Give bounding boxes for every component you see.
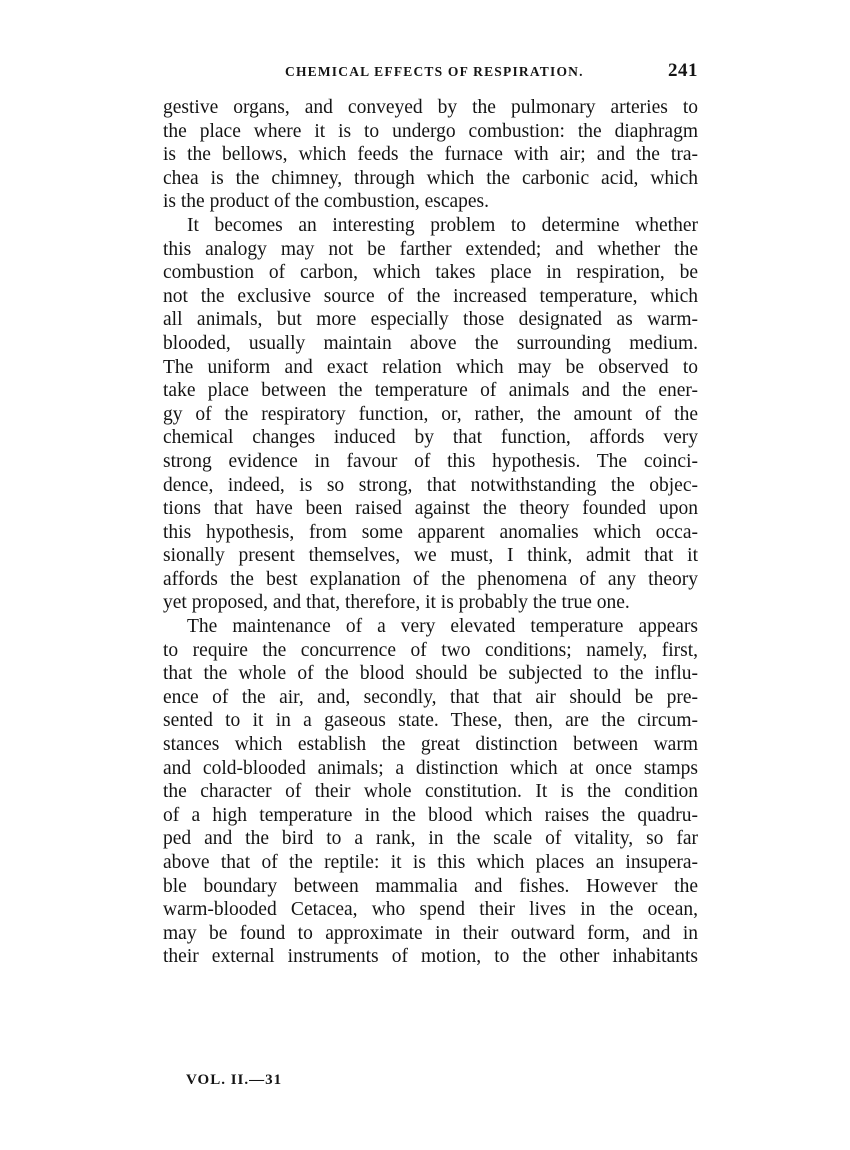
text-line: this hypothesis, from some apparent anomalies which occa-	[163, 521, 698, 543]
text-line: chemical changes induced by that function, affords very	[163, 427, 698, 449]
text-line: ence of the air, and, secondly, that that air should be pre-	[163, 686, 698, 708]
text-line: is the bellows, which feeds the furnace with air; and the tra-	[163, 144, 698, 166]
text-line: It becomes an interesting problem to determine whether	[187, 214, 698, 236]
text-line: take place between the temperature of animals and the ener-	[163, 380, 698, 402]
text-line: the place where it is to undergo combustion: the diaphragm	[163, 120, 698, 142]
text-line: The maintenance of a very elevated temperature appears	[187, 616, 698, 638]
text-line: sionally present themselves, we must, I think, admit that it	[163, 545, 698, 567]
text-line: this analogy may not be farther extended; and whether the	[163, 238, 698, 260]
text-line: ped and the bird to a rank, in the scale of vitality, so far	[163, 828, 698, 850]
text-line: all animals, but more especially those designated as warm-	[163, 309, 698, 331]
page-number: 241	[668, 60, 698, 81]
text-line: the character of their whole constitution. It is the condition	[163, 781, 698, 803]
text-line: may be found to approximate in their outward form, and in	[163, 922, 698, 944]
text-line: gy of the respiratory function, or, rather, the amount of the	[163, 403, 698, 425]
text-line: combustion of carbon, which takes place in respiration, be	[163, 262, 698, 284]
text-line: is the product of the combustion, escapes.	[163, 191, 490, 213]
text-line: above that of the reptile: it is this which places an insupera-	[163, 852, 698, 873]
text-line: chea is the chimney, through which the carbonic acid, which	[163, 167, 698, 189]
text-line: sented to it in a gaseous state. These, then, are the circum-	[163, 710, 698, 732]
body-text	[163, 96, 698, 969]
text-line: warm-blooded Cetacea, who spend their lives in the ocean,	[163, 899, 698, 921]
text-line: stances which establish the great distinction between warm	[163, 734, 698, 756]
signature-mark: VOL. II.—31	[186, 1072, 283, 1088]
text-line: their external instruments of motion, to the other inhabitants	[163, 946, 698, 968]
text-line: strong evidence in favour of this hypothesis. The coinci-	[163, 450, 698, 472]
text-line: The uniform and exact relation which may be observed to	[163, 356, 698, 378]
text-line: to require the concurrence of two conditions; namely, first,	[163, 639, 698, 661]
text-line: gestive organs, and conveyed by the pulmonary arteries to	[163, 97, 698, 118]
text-line: affords the best explanation of the phenomena of any theory	[163, 568, 698, 590]
running-title: CHEMICAL EFFECTS OF RESPIRATION.	[285, 64, 584, 79]
text-line: tions that have been raised against the theory founded upon	[163, 498, 698, 520]
text-line: blooded, usually maintain above the surrounding medium.	[163, 332, 698, 354]
text-line: of a high temperature in the blood which raises the quadru-	[163, 804, 698, 826]
text-line: and cold-blooded animals; a distinction which at once stamps	[163, 757, 698, 779]
text-line: yet proposed, and that, therefore, it is probably the true one.	[163, 592, 630, 614]
text-line: dence, indeed, is so strong, that notwithstanding the objec-	[163, 474, 698, 496]
text-line: ble boundary between mammalia and fishes. However the	[163, 875, 698, 897]
running-head	[163, 60, 698, 88]
text-line: that the whole of the blood should be subjected to the influ-	[163, 663, 698, 685]
text-line: not the exclusive source of the increased temperature, which	[163, 285, 698, 307]
